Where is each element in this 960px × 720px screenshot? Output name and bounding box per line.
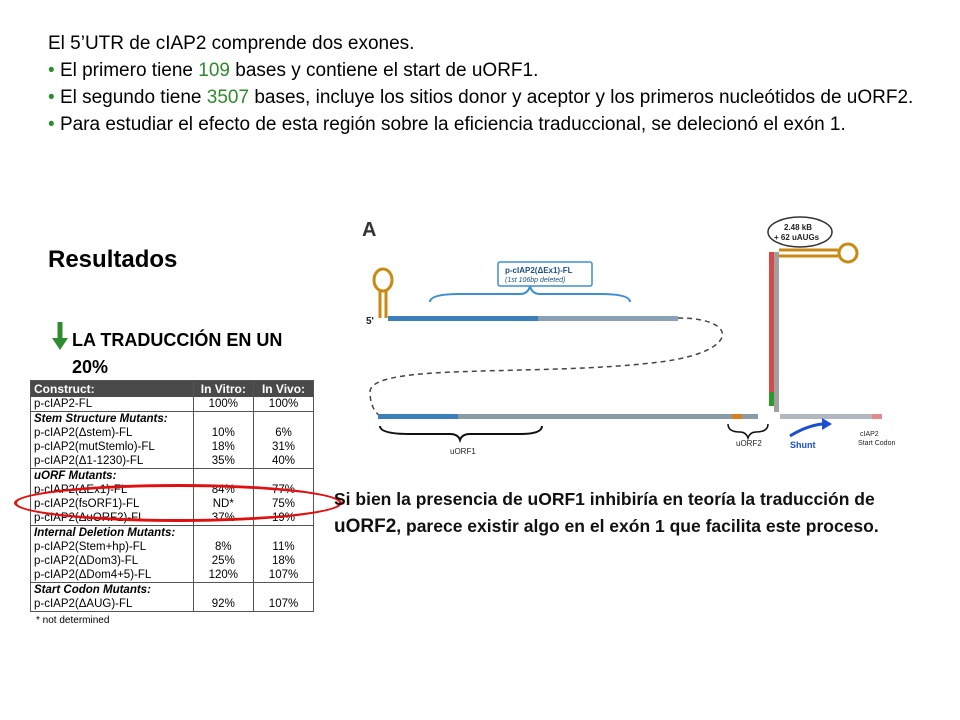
bottom-sequence: [458, 414, 758, 419]
table-row: p-cIAP2(fsORF1)-FL ND* 75%: [31, 497, 313, 511]
table-row: p-cIAP2(ΔAUG)-FL 92% 107%: [31, 597, 313, 611]
table-section: Internal Deletion Mutants:: [31, 526, 313, 541]
down-arrow-icon: [52, 322, 68, 350]
callout-bubble: [768, 217, 832, 247]
header-construct: Construct:: [31, 381, 193, 397]
table-row: p-cIAP2(ΔuORF2)-FL 37% 19%: [31, 511, 313, 526]
stem-red: [769, 252, 774, 392]
bullet-3: • Para estudiar el efecto de esta región sobre la eficiencia traduccional, se delecionó el exón 1.: [48, 114, 846, 135]
left-hairpin-icon: [374, 269, 392, 318]
header-in-vivo: In Vivo:: [254, 381, 313, 397]
ciap2-label: cIAP2: [860, 431, 879, 438]
start-codon-label: Start Codon: [858, 440, 896, 447]
table-row: p-cIAP2(ΔEx1)-FL 84% 77%: [31, 483, 313, 497]
intro-text: [48, 30, 941, 138]
uorf1-label: uORF1: [450, 447, 476, 456]
start-codon-mark: [872, 414, 882, 419]
five-prime-label: 5': [366, 316, 374, 327]
table-footnote: * not determined: [36, 615, 110, 626]
construct-table: [30, 380, 314, 666]
header-in-vitro: In Vitro:: [193, 381, 253, 397]
table-row: p-cIAP2(ΔDom3)-FL 25% 18%: [31, 554, 313, 568]
highlight-ellipse: [14, 484, 342, 522]
table-section: Stem Structure Mutants:: [31, 412, 313, 427]
uorf1-brace: [380, 426, 542, 440]
bottom-sequence-end: [780, 414, 876, 419]
construct-label: p-cIAP2(ΔEx1)-FL: [505, 266, 573, 275]
conclusion-text: Si bien la presencia de uORF1 inhibiría en teoría la traducción de uORF2, parece existir algo en el exón 1 que facilita este proceso.: [334, 489, 879, 537]
bottom-sequence-blue: [378, 414, 458, 419]
table-row: p-cIAP2(Δstem)-FL 10% 6%: [31, 426, 313, 440]
table-row: p-cIAP2(mutStemlo)-FL 18% 31%: [31, 440, 313, 454]
section-title: Resultados: [48, 246, 178, 273]
intro-line-1: El 5’UTR de cIAP2 comprende dos exones.: [48, 33, 415, 54]
translation-note: LA TRADUCCIÓN EN UN 20%: [72, 330, 283, 377]
bullet-1-number: 109: [198, 60, 230, 81]
callout-line-1: 2.48 kB: [784, 223, 813, 232]
bullet-2-number: 3507: [206, 87, 250, 108]
top-brace: [430, 286, 630, 302]
table-row: p-cIAP2(ΔDom4+5)-FL 120% 107%: [31, 568, 313, 583]
top-sequence: [538, 316, 678, 321]
callout-line-2: + 62 uAUGs: [774, 233, 820, 242]
bullet-1: • El primero tiene 109 bases y contiene el start de uORF1.: [48, 60, 539, 81]
panel-label: A: [362, 219, 377, 241]
table-header: [31, 381, 313, 397]
table-section: Start Codon Mutants:: [31, 583, 313, 598]
table-row: p-cIAP2(Stem+hp)-FL 8% 11%: [31, 540, 313, 554]
utr-diagram: [360, 212, 908, 460]
uorf2-mark: [732, 414, 742, 419]
shunt-label: Shunt: [790, 440, 816, 450]
uorf2-brace: [728, 424, 768, 438]
table-row: p-cIAP2(Δ1-1230)-FL 35% 40%: [31, 454, 313, 469]
dashed-loop: [370, 318, 722, 416]
table-row: p-cIAP2-FL 100% 100%: [31, 397, 313, 412]
shunt-arrow-icon: [790, 424, 822, 436]
stem-green: [769, 392, 774, 406]
top-sequence-blue: [388, 316, 538, 321]
bullet-2: • El segundo tiene 3507 bases, incluye los sitios donor y aceptor y los primeros nucleótidos de uORF2.: [48, 87, 914, 108]
conclusion-uorf2: uORF2: [334, 516, 397, 537]
uorf2-label: uORF2: [736, 439, 762, 448]
stem-grey: [774, 252, 779, 412]
construct-sublabel: (1st 106bp deleted): [505, 277, 566, 284]
table-section: uORF Mutants:: [31, 469, 313, 484]
